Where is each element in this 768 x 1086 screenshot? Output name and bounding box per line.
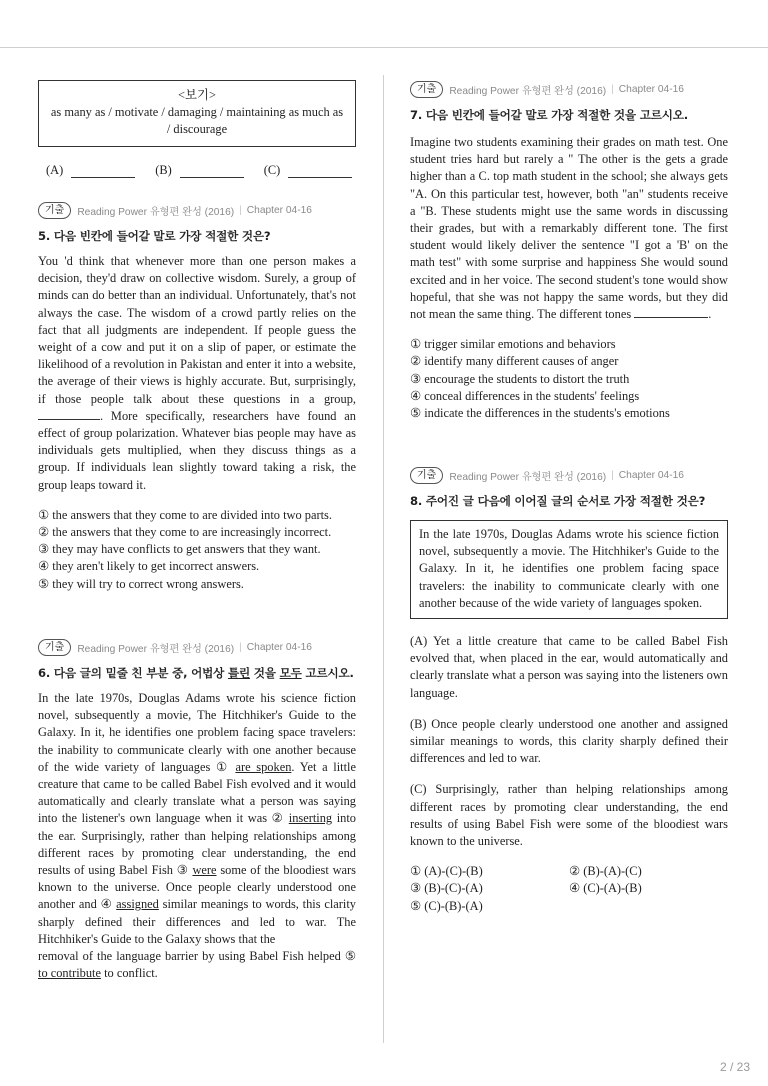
column-divider	[383, 75, 384, 1043]
q5-option-3[interactable]: ③ they may have conflicts to get answers that they want.	[38, 542, 321, 557]
blank-c: (C)	[264, 163, 353, 178]
q8-option-1[interactable]: ① (A)-(C)-(B)	[410, 864, 483, 879]
q8-option-4[interactable]: ④ (C)-(A)-(B)	[569, 881, 642, 896]
bogi-content: as many as / motivate / damaging / maintaining as much as / discourage	[50, 105, 344, 136]
q7-option-5[interactable]: ⑤ indicate the differences in the students's emotions	[410, 406, 670, 421]
q8-option-5[interactable]: ⑤ (C)-(B)-(A)	[410, 898, 483, 913]
q7-option-1[interactable]: ① trigger similar emotions and behaviors	[410, 337, 616, 352]
q5-title: 5. 다음 빈칸에 들어갈 말로 가장 적절한 것은?	[38, 229, 271, 243]
question-5	[38, 201, 356, 593]
q6-source: Reading Power 유형편 완성 (2016)	[77, 643, 235, 655]
q5-chapter: Chapter 04-16	[246, 204, 312, 216]
q6-underline-4[interactable]: assigned	[116, 897, 159, 912]
q6-source-row: 기출 Reading Power 유형편 완성 (2016) | Chapter 04-16	[38, 638, 356, 656]
q7-source-row: 기출 Reading Power 유형편 완성 (2016) | Chapter 04-16	[410, 80, 728, 98]
q8-options	[410, 863, 728, 915]
q6-underline-1[interactable]: are spoken	[235, 759, 292, 774]
q7-source: Reading Power 유형편 완성 (2016)	[449, 85, 607, 97]
q8-given-box: In the late 1970s, Douglas Adams wrote his science fiction novel, subsequently a movie. The Hitchhiker's Guide to the Galaxy. In it, he identifies one problem facing space travelers: the inability to communicate clearly with one another because of the wide variety of languages spoken.	[410, 520, 728, 619]
q5-option-1[interactable]: ① the answers that they come to are divided into two parts.	[38, 507, 332, 522]
q6-underline-3[interactable]: were	[192, 863, 217, 878]
q7-options	[410, 336, 728, 422]
q6-underline-2[interactable]: inserting	[288, 811, 333, 826]
question-7	[410, 80, 728, 422]
q6-title: 6. 다음 글의 밑줄 친 부분 중, 어법상 틀린 것을 모두 고르시오.	[38, 666, 354, 680]
q5-passage: You 'd think that whenever more than one person makes a decision, they'd draw on collective wisdom. Surely, a group of minds can do better than an individual. Unfortunately, that's not always the case. The wisdom of a crowd partly relies on the fact that all judgments are independent. If people guess the weight of a cow and put it on a slip of paper, or estimate the likelihood of a revolution in Pakistan and enter it into a website, the average of their views is highly accurate. But, surprisingly, if those people talk about these questions in a group, . More specifically, researchers have found an effect of group polarization. Whatever bias people may have as individuals gets multiplied, when they discuss things as a group. If individuals lean slightly toward taking a risk, the group leaps toward it.	[38, 254, 356, 492]
blank-b: (B)	[155, 163, 244, 178]
q7-option-2[interactable]: ② identify many different causes of anger	[410, 354, 619, 369]
q8-paragraph-b: (B) Once people clearly understood one another and assigned similar meanings to words, this clarity sharply defined their differences and led to war.	[410, 716, 728, 766]
q5-options	[38, 507, 356, 593]
q7-option-3[interactable]: ③ encourage the students to distort the truth	[410, 371, 630, 386]
q8-paragraph-a: (A) Yet a little creature that came to be called Babel Fish evolved that, when placed in the ear, would automatically and clearly translate what a person was saying into the listeners own language.	[410, 634, 728, 700]
q8-title: 8. 주어진 글 다음에 이어질 글의 순서로 가장 적절한 것은?	[410, 494, 706, 508]
bogi-title: <보기>	[178, 88, 216, 102]
q8-paragraph-c: (C) Surprisingly, rather than helping relationships among different races by promoting clear understanding, the end results of using Babel Fish were some of the bloodiest wars known to the universe.	[410, 782, 728, 849]
q5-source: Reading Power 유형편 완성 (2016)	[77, 206, 235, 218]
q5-option-5[interactable]: ⑤ they will try to correct wrong answers.	[38, 576, 244, 591]
q6-passage: In the late 1970s, Douglas Adams wrote his science fiction novel, subsequently a movie, The Hitchhiker's Guide to the Galaxy. In it, he identifies one problem facing space travelers: the inability to communicate clearly with one another because of the wide variety of languages ① are spoken. Yet a little creature that came to be called Babel Fish evolved and it would automatically and clearly translate what a person was saying into the listener's own language when it was ② inserting into the ear. Surprisingly, rather than helping relationships among different races by promoting clear understanding, the end results of using Babel Fish ③ were some of the bloodiest wars known to the universe. Once people clearly understood one another and ④ assigned similar meanings to words, this clarity sharply defined their differences and led to war. The Hitchhiker's Guide to the Galaxy shows that the removal of the language barrier by using Babel Fish helped ⑤ to contribute to conflict.	[38, 691, 356, 981]
q8-source: Reading Power 유형편 완성 (2016)	[449, 471, 607, 483]
q7-passage: Imagine two students examining their grades on math test. One student tries hard but rarely a " The other is the gets a grade higher than a C. top math student in the school; she always gets "A. On this particular test, however, both "an" students receive a "B. These students might use the same words in discussing their grades, but with a remarkably different tone. The first student would likely deliver the sentence "I got a 'B' on the math test" with some surprise and happiness She would sound excited and in her voice. The second student's tone would show hopeful, that she was not happy the same words, but they did not mean the same thing. The different tones .	[410, 135, 728, 322]
q6-underline-5[interactable]: to contribute	[38, 966, 101, 981]
question-6	[38, 638, 356, 982]
q7-option-4[interactable]: ④ conceal differences in the students' feelings	[410, 388, 640, 403]
question-8	[410, 466, 728, 915]
q5-tag: 기출	[38, 202, 71, 219]
q5-option-2[interactable]: ② the answers that they come to are increasingly incorrect.	[38, 525, 332, 540]
q7-tag: 기출	[410, 81, 443, 98]
answer-blanks	[46, 163, 364, 178]
page-number: 2 / 23	[719, 1060, 750, 1074]
q7-blank	[634, 306, 708, 318]
q5-option-4[interactable]: ④ they aren't likely to get incorrect answers.	[38, 559, 260, 574]
q6-tag: 기출	[38, 639, 71, 656]
q8-source-row: 기출 Reading Power 유형편 완성 (2016) | Chapter 04-16	[410, 466, 728, 484]
header-rule	[0, 47, 768, 48]
q7-title: 7. 다음 빈칸에 들어갈 말로 가장 적절한 것을 고르시오.	[410, 108, 688, 122]
bogi-box	[38, 80, 356, 147]
q8-option-2[interactable]: ② (B)-(A)-(C)	[569, 864, 642, 879]
q5-blank	[38, 408, 100, 420]
blank-a: (A)	[46, 163, 135, 178]
q8-chapter: Chapter 04-16	[618, 469, 684, 481]
q5-source-row: 기출 Reading Power 유형편 완성 (2016) | Chapter 04-16	[38, 201, 356, 219]
q7-chapter: Chapter 04-16	[618, 83, 684, 95]
q8-tag: 기출	[410, 467, 443, 484]
q8-option-3[interactable]: ③ (B)-(C)-(A)	[410, 881, 483, 896]
q6-chapter: Chapter 04-16	[246, 641, 312, 653]
